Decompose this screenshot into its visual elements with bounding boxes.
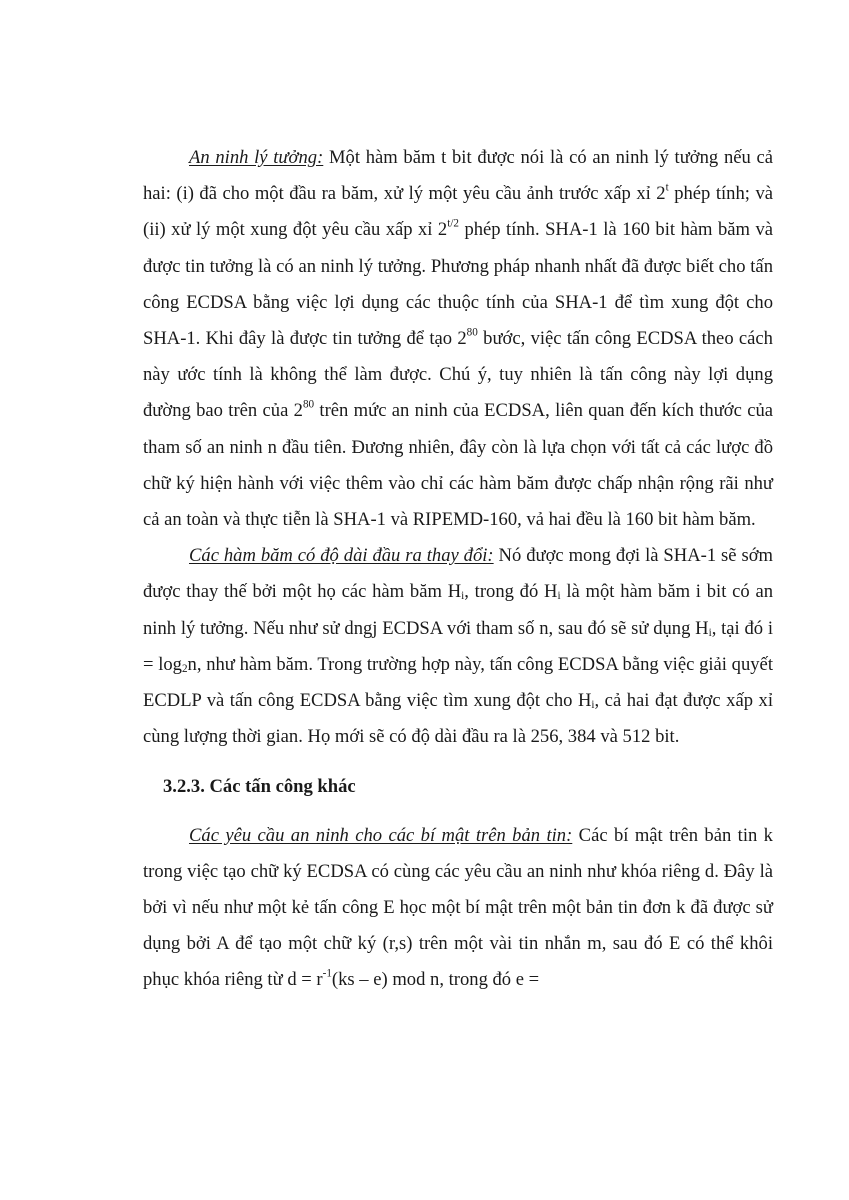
document-page — [143, 140, 773, 999]
paragraph-message-secrets — [143, 818, 773, 999]
text-run: , trong đó H — [464, 581, 558, 603]
subscript: i — [557, 590, 561, 603]
paragraph-variable-output-hash — [143, 538, 773, 755]
paragraph-ideal-security — [143, 140, 773, 538]
superscript: t/2 — [447, 218, 459, 231]
term-message-secrets: Các yêu cầu an ninh cho các bí mật trên bản tin: — [189, 824, 573, 846]
subscript: i — [591, 699, 595, 712]
text-run: , tại đó i = log — [143, 617, 773, 675]
text-run: , cả hai đạt được xấp xỉ cùng lượng thời gian. Họ mới sẽ có độ dài đầu ra là 256, 384 và 512 bit. — [143, 690, 773, 748]
text-run: là một hàm băm i bit có an ninh lý tưởng. Nếu như sử dngj ECDSA với tham số n, sau đó sẽ sử dụng H — [143, 581, 774, 639]
subscript: i — [708, 626, 712, 639]
text-run: Một hàm băm t bit được nói là có an ninh lý tưởng nếu cả hai: (i) đã cho một đầu ra băm, xử lý một yêu cầu ảnh trước xấp xỉ 2 — [143, 147, 774, 205]
superscript: t — [665, 181, 669, 194]
text-run: Nó được mong đợi là SHA-1 sẽ sớm được thay thế bởi một họ các hàm băm H — [143, 545, 773, 603]
text-run: phép tính. SHA-1 là 160 bit hàm băm và được tin tưởng là có an ninh lý tưởng. Phương pháp nhanh nhất đã được biết cho tấn công ECDSA bằng việc lợi dụng các thuộc tính của SHA-1 để tìm xung đột cho SHA-1. Khi đây là được tin tưởng để tạo 2 — [143, 219, 773, 350]
term-ideal-security: An ninh lý tưởng: — [189, 147, 324, 168]
superscript: 80 — [302, 399, 315, 412]
text-run: Các bí mật trên bản tin k trong việc tạo chữ ký ECDSA có cùng các yêu cầu an ninh như khóa riêng d. Đây là bởi vì nếu như một kẻ tấn công E học một bí mật trên một bản tin đơn k đã được sử dụng bởi A để tạo một chữ ký (r,s) trên một vài tin nhắn m, sau đó E có thể khôi phục khóa riêng từ d = r — [143, 824, 773, 991]
superscript: -1 — [322, 968, 332, 981]
term-variable-output-hash: Các hàm băm có độ dài đầu ra thay đổi: — [189, 545, 494, 567]
text-run: bước, việc tấn công ECDSA theo cách này ước tính là không thể làm được. Chú ý, tuy nhiên là tấn công này lợi dụng đường bao trên của 2 — [143, 328, 773, 422]
superscript: 80 — [466, 326, 478, 339]
text-run: (ks – e) mod n, trong đó e = — [331, 969, 540, 991]
subscript: 2 — [181, 663, 188, 676]
text-run: phép tính; và (ii) xử lý một xung đột yêu cầu xấp xỉ 2 — [143, 183, 773, 241]
section-heading: 3.2.3. Các tấn công khác — [163, 776, 356, 798]
text-run: n, như hàm băm. Trong trường hợp này, tấn công ECDSA bằng việc giải quyết ECDLP và tấn công ECDSA bằng việc tìm xung đột cho H — [143, 653, 773, 712]
text-run: trên mức an ninh của ECDSA, liên quan đến kích thước của tham số an ninh n đầu tiên. Đương nhiên, đây còn là lựa chọn với tất cả các lược đồ chữ ký hiện hành với việc thêm vào chỉ các hàm băm được chấp nhận rộng rãi như cả an toàn và thực tiễn là SHA-1 và RIPEMD-160, vả hai đều là 160 bit hàm băm. — [143, 400, 774, 531]
subscript: i — [461, 590, 465, 603]
